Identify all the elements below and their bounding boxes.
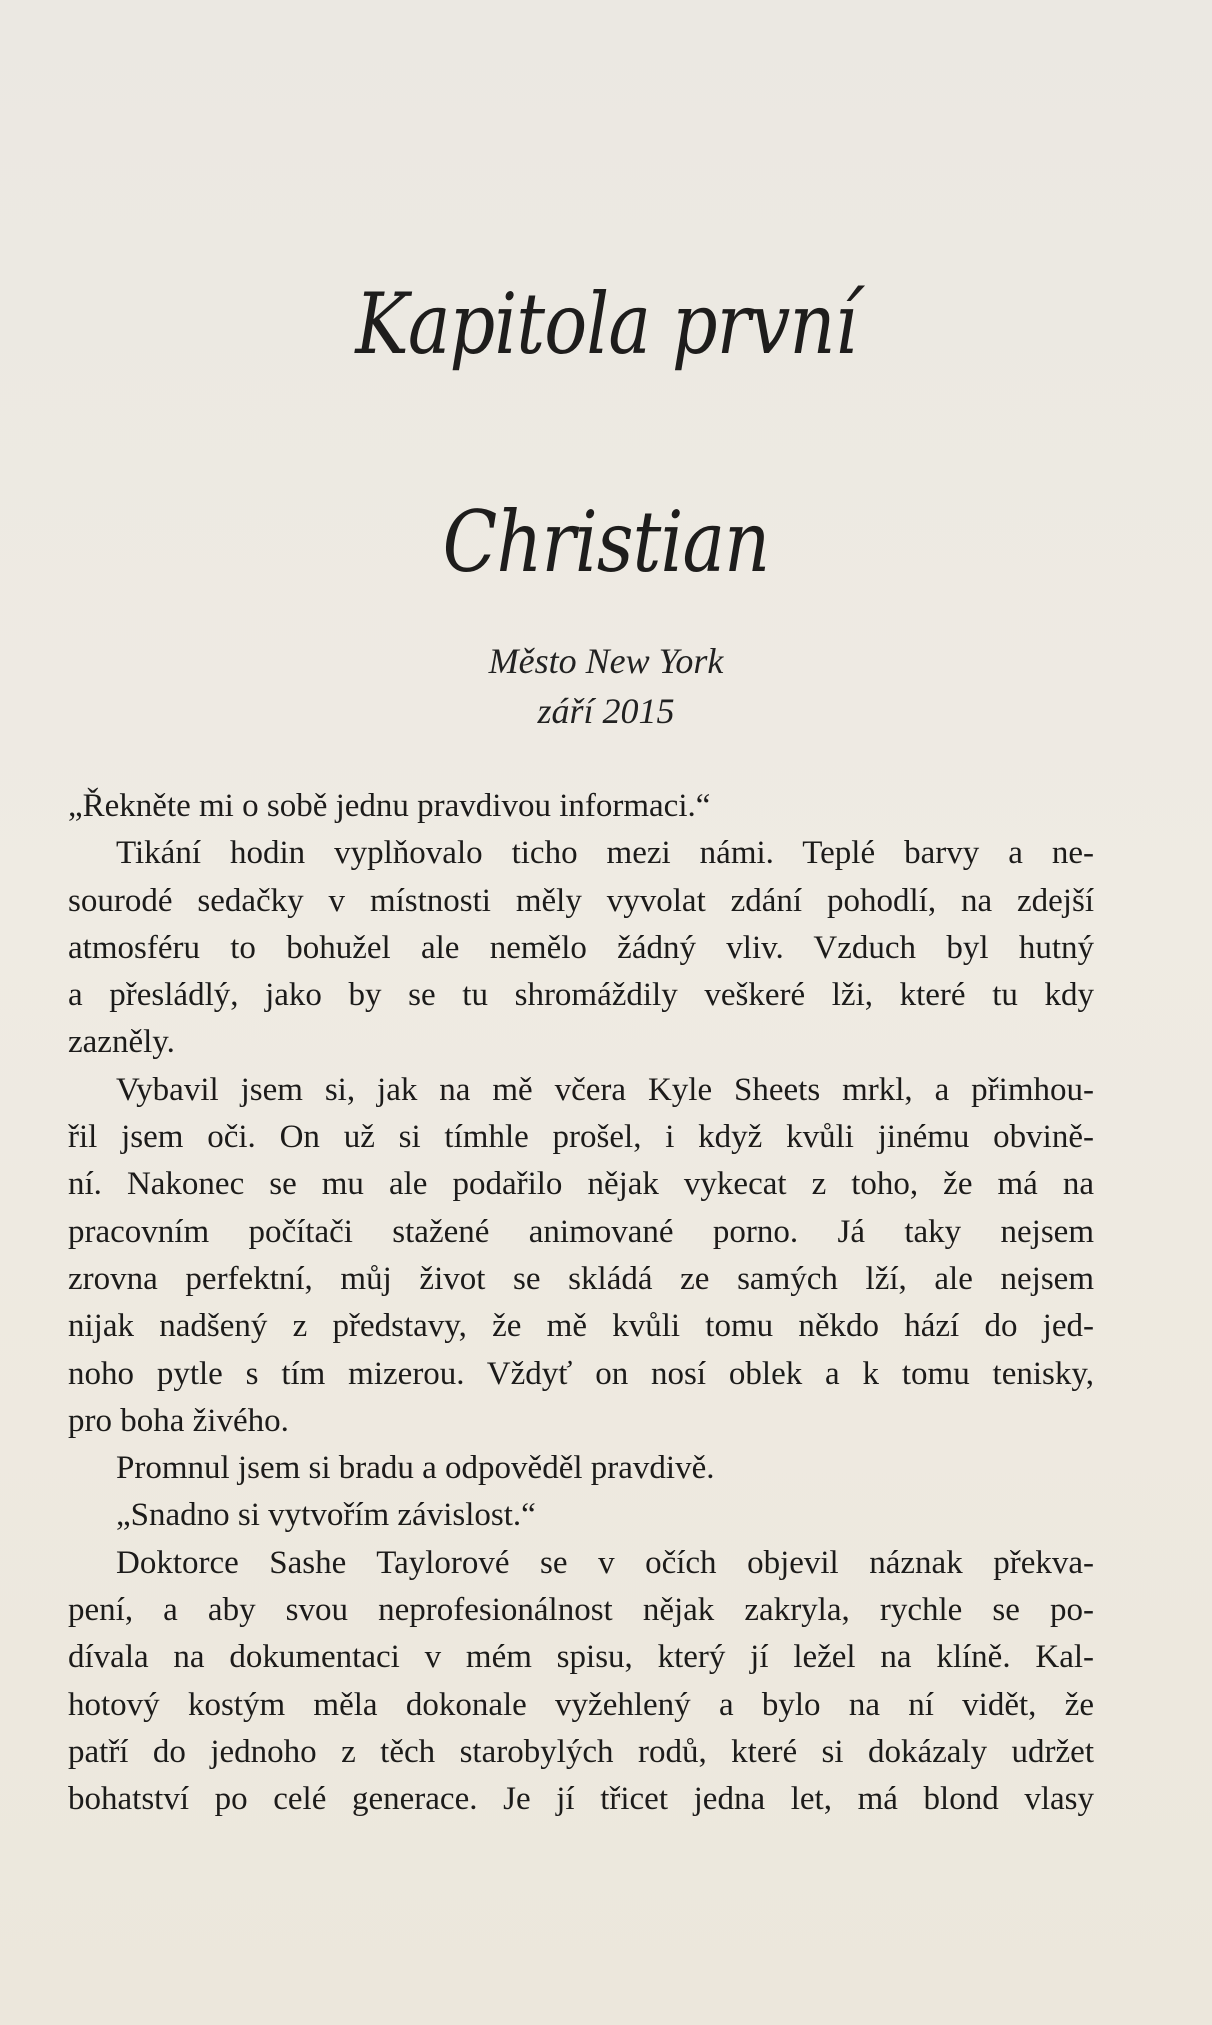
text-line: „Snadno si vytvořím závislost.“ [116, 1497, 536, 1534]
text-line: sourodé sedačky v místnosti měly vyvolat zdání pohodlí, na zdejší [68, 882, 1094, 919]
body-text [68, 783, 1094, 1824]
text-line: pení, a aby svou neprofesionálnost nějak zakryla, rychle se po- [68, 1592, 1094, 1629]
text-line: dívala na dokumentaci v mém spisu, který jí ležel na klíně. Kal- [68, 1639, 1094, 1676]
text-line: bohatství po celé generace. Je jí třicet jedna let, má blond vlasy [68, 1781, 1094, 1818]
text-line: „Řekněte mi o sobě jednu pravdivou informaci.“ [68, 788, 711, 824]
location-line: Město New York [488, 641, 724, 681]
text-line: Tikání hodin vyplňovalo ticho mezi námi. Teplé barvy a ne- [116, 835, 1094, 872]
text-line: a přesládlý, jako by se tu shromáždily veškeré lži, které tu kdy [68, 977, 1094, 1014]
text-line: řil jsem oči. On už si tímhle prošel, i když kvůli jinému obvině- [68, 1119, 1094, 1156]
text-line: Vybavil jsem si, jak na mě včera Kyle Sheets mrkl, a přimhou- [116, 1071, 1094, 1108]
date-line: září 2015 [537, 691, 675, 731]
text-line: patří do jednoho z těch starobylých rodů, které si dokázaly udržet [68, 1733, 1094, 1770]
text-line: ní. Nakonec se mu ale podařilo nějak vykecat z toho, že má na [68, 1166, 1094, 1203]
text-line: zazněly. [68, 1024, 175, 1061]
text-line: Doktorce Sashe Taylorové se v očích objevil náznak překva- [116, 1544, 1094, 1581]
text-line: pracovním počítači stažené animované porno. Já taky nejsem [68, 1213, 1094, 1250]
character-name-heading: Christian [442, 493, 770, 591]
text-line: zrovna perfektní, můj život se skládá ze samých lží, ale nejsem [68, 1260, 1094, 1297]
text-line: hotový kostým měla dokonale vyžehlený a bylo na ní vidět, že [68, 1686, 1094, 1723]
chapter-title: Kapitola první [355, 275, 857, 373]
text-line: pro boha živého. [68, 1402, 289, 1439]
text-line: Promnul jsem si bradu a odpověděl pravdivě. [116, 1450, 715, 1487]
text-line: noho pytle s tím mizerou. Vždyť on nosí oblek a k tomu tenisky, [68, 1355, 1094, 1392]
text-line: atmosféru to bohužel ale nemělo žádný vliv. Vzduch byl hutný [68, 929, 1094, 966]
text-line: nijak nadšený z představy, že mě kvůli tomu někdo hází do jed- [68, 1308, 1094, 1345]
